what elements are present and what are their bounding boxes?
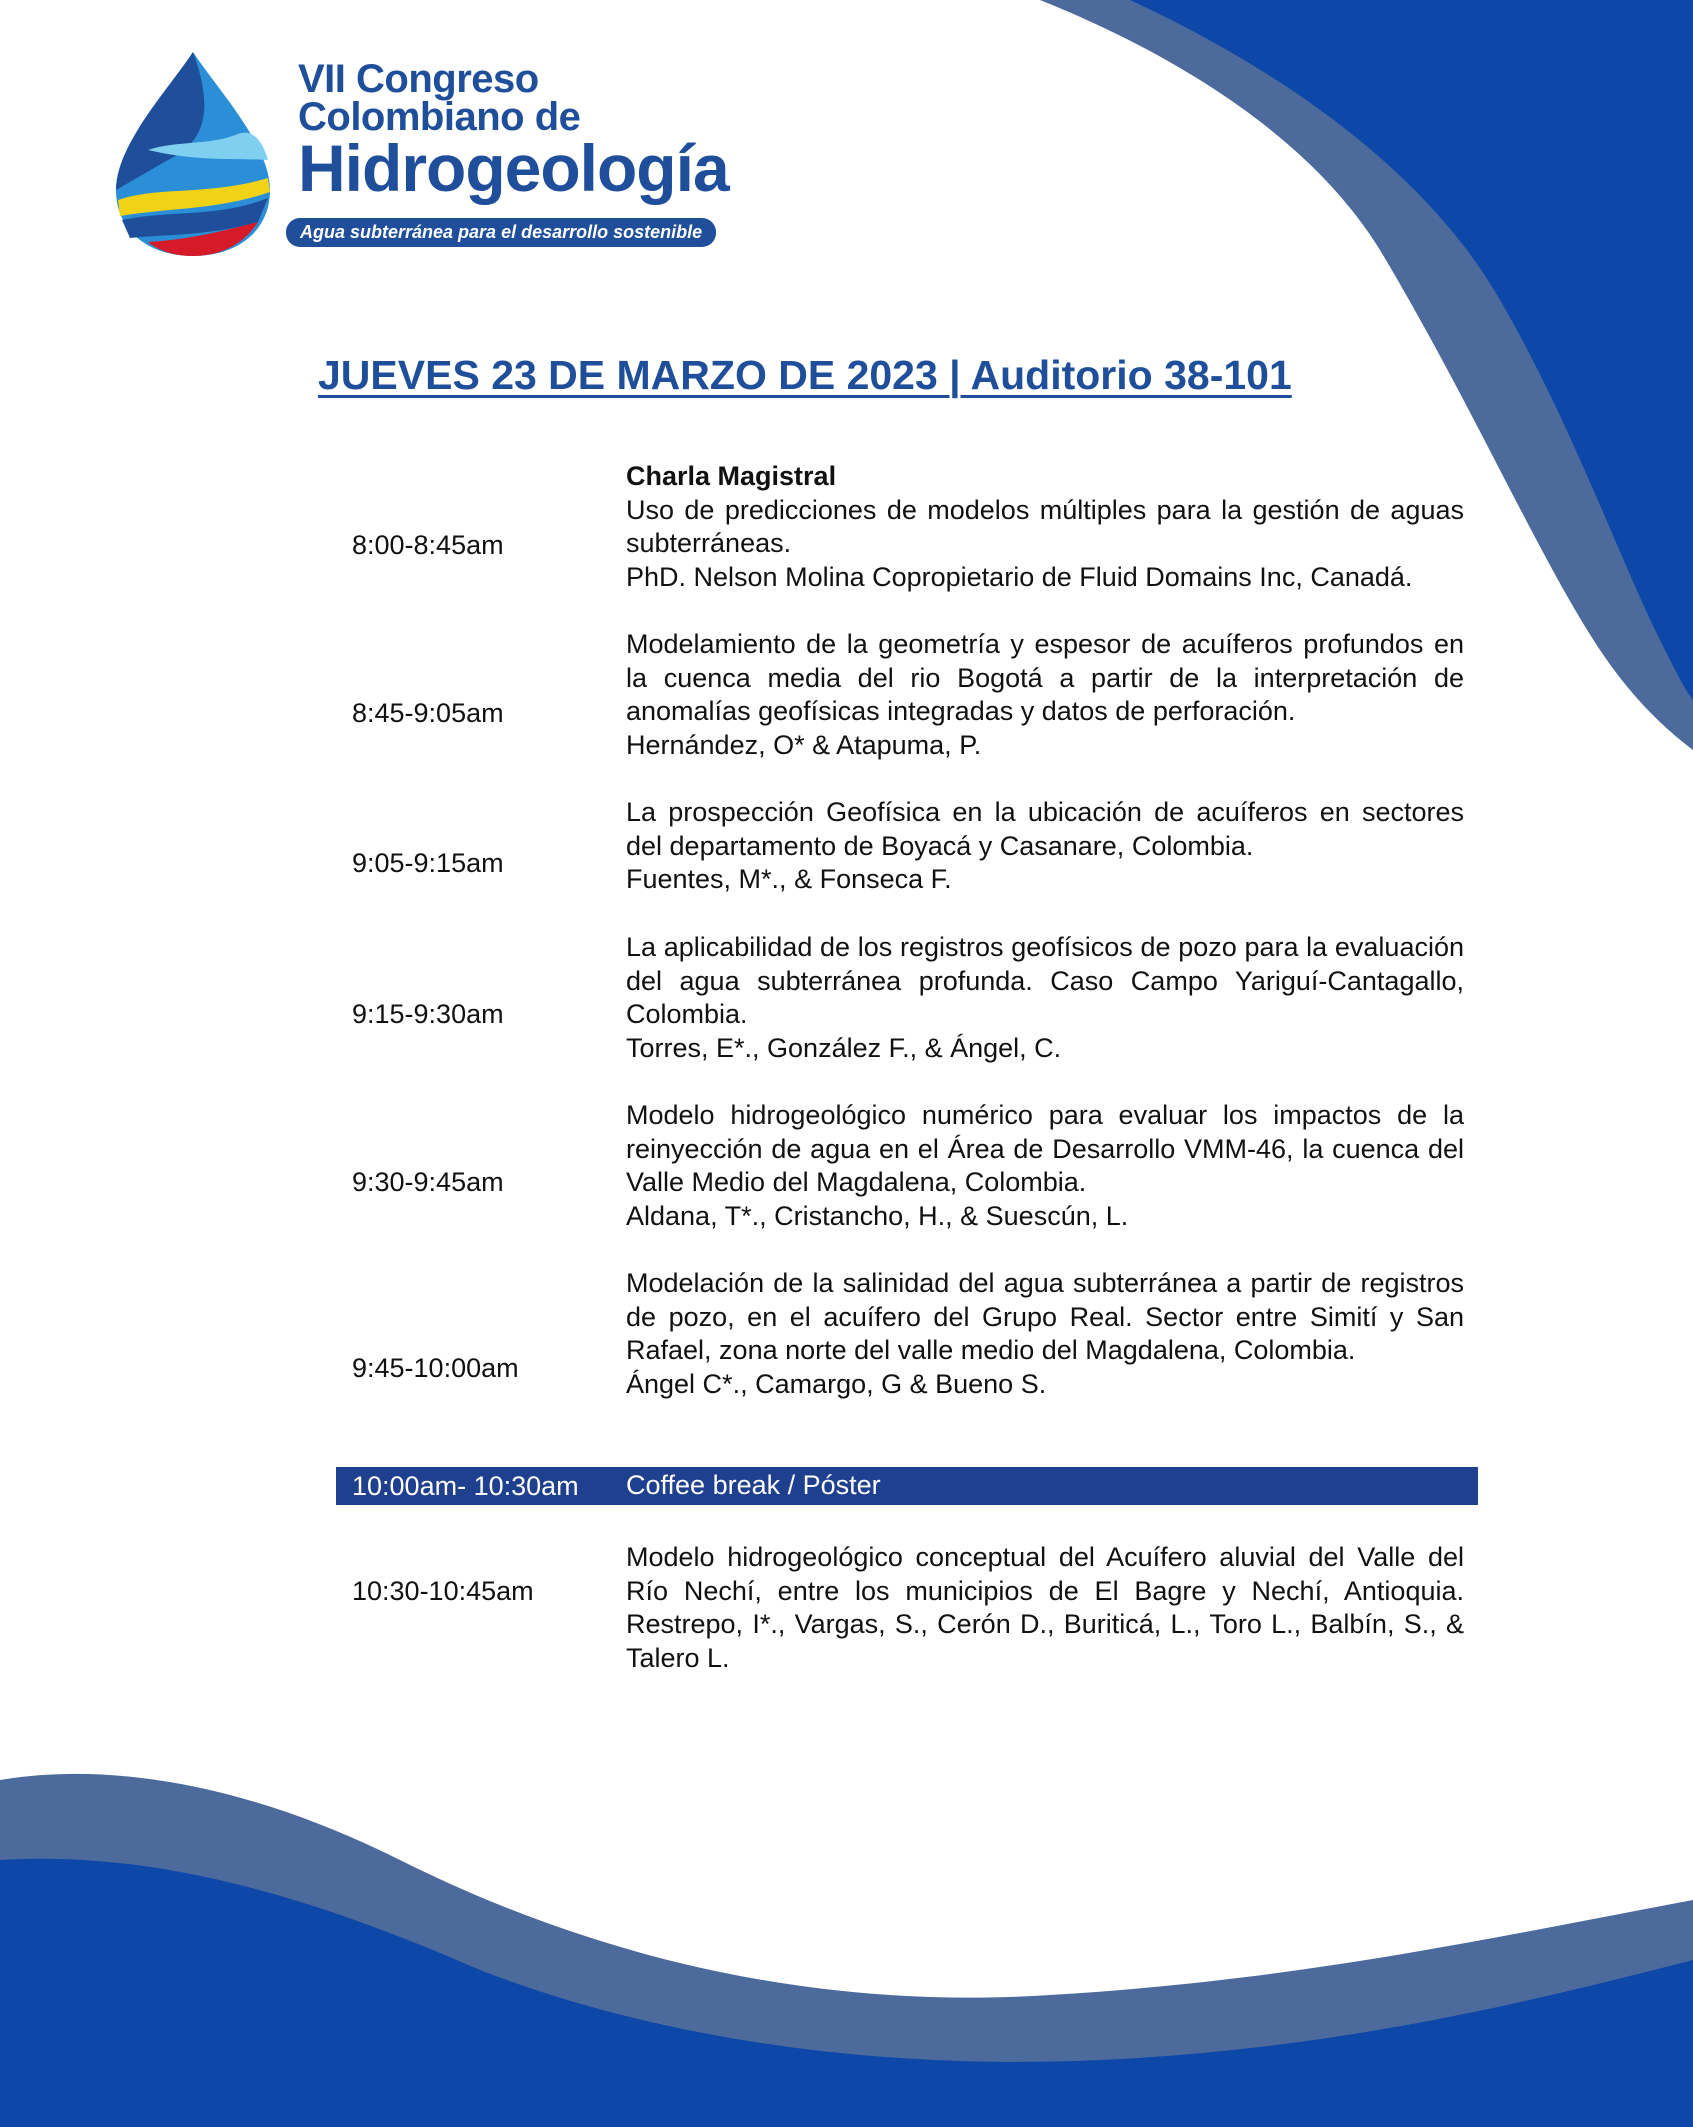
logo-line-2: Colombiano de <box>298 95 581 139</box>
session-description <box>626 1099 1464 1233</box>
session-authors: Ángel C*., Camargo, G & Bueno S. <box>626 1368 1047 1399</box>
session-time: 8:00-8:45am <box>352 530 504 560</box>
session-authors: Fuentes, M*., & Fonseca F. <box>626 864 952 894</box>
session-description <box>626 931 1464 1065</box>
session-time: 9:15-9:30am <box>352 999 504 1029</box>
session-description <box>626 628 1464 762</box>
session-time: 8:45-9:05am <box>352 698 504 728</box>
page-title: JUEVES 23 DE MARZO DE 2023 | Auditorio 38-101 <box>318 352 1292 398</box>
session-title: La prospección Geofísica en la ubicación de acuíferos en sectores del departamento de Boyacá y Casanare, Colombia. <box>626 797 1464 861</box>
session-authors: Aldana, T*., Cristancho, H., & Suescún, L. <box>626 1200 1129 1231</box>
session-time: 9:45-10:00am <box>352 1353 519 1383</box>
session-time: 9:05-9:15am <box>352 848 504 878</box>
session-title: La aplicabilidad de los registros geofísicos de pozo para la evaluación del agua subterránea profunda. Caso Campo Yariguí-Cantagallo, Colombia. <box>626 932 1464 1029</box>
break-time: 10:00am- 10:30am <box>352 1471 579 1501</box>
coffee-break-bar <box>336 1467 1478 1505</box>
logo-line-1: VII Congreso <box>298 57 539 101</box>
session-title: Uso de predicciones de modelos múltiples para la gestión de aguas subterráneas. <box>626 494 1464 558</box>
water-drop-logo-icon <box>108 50 278 260</box>
session-description <box>626 796 1464 897</box>
session-description <box>626 1267 1464 1401</box>
session-title: Modelo hidrogeológico numérico para evaluar los impactos de la reinyección de agua en el Área de Desarrollo VMM-46, la cuenca del Valle Medio del Magdalena, Colombia. <box>626 1100 1464 1197</box>
session-authors: PhD. Nelson Molina Copropietario de Fluid Domains Inc, Canadá. <box>626 561 1413 592</box>
session-description <box>626 1541 1464 1675</box>
logo-line-3: Hidrogeología <box>298 131 729 205</box>
session-title: Modelamiento de la geometría y espesor de acuíferos profundos en la cuenca media del rio Bogotá a partir de la interpretación de anomalías geofísicas integradas y datos de perforación. <box>626 629 1464 726</box>
session-title: Modelación de la salinidad del agua subterránea a partir de registros de pozo, en el acuífero del Grupo Real. Sector entre Simití y San Rafael, zona norte del valle medio del Magdalena, Colombia. <box>626 1268 1464 1365</box>
congress-logo <box>108 50 748 260</box>
logo-tagline: Agua subterránea para el desarrollo sostenible <box>286 218 716 247</box>
session-time: 10:30-10:45am <box>352 1576 534 1606</box>
session-heading: Charla Magistral <box>626 461 837 491</box>
session-time: 9:30-9:45am <box>352 1167 504 1197</box>
logo-wordmark <box>298 57 729 205</box>
session-authors: Torres, E*., González F., & Ángel, C. <box>626 1032 1062 1063</box>
session-authors: Hernández, O* & Atapuma, P. <box>626 729 982 760</box>
session-description <box>626 460 1464 594</box>
session-title: Modelo hidrogeológico conceptual del Acuífero aluvial del Valle del Río Nechí, entre los municipios de El Bagre y Nechí, Antioquia. Restrepo, I*., Vargas, S., Cerón D., Buriticá, L., Toro L., Balbín, S., & Talero L. <box>626 1542 1464 1673</box>
break-label: Coffee break / Póster <box>626 1470 881 1500</box>
